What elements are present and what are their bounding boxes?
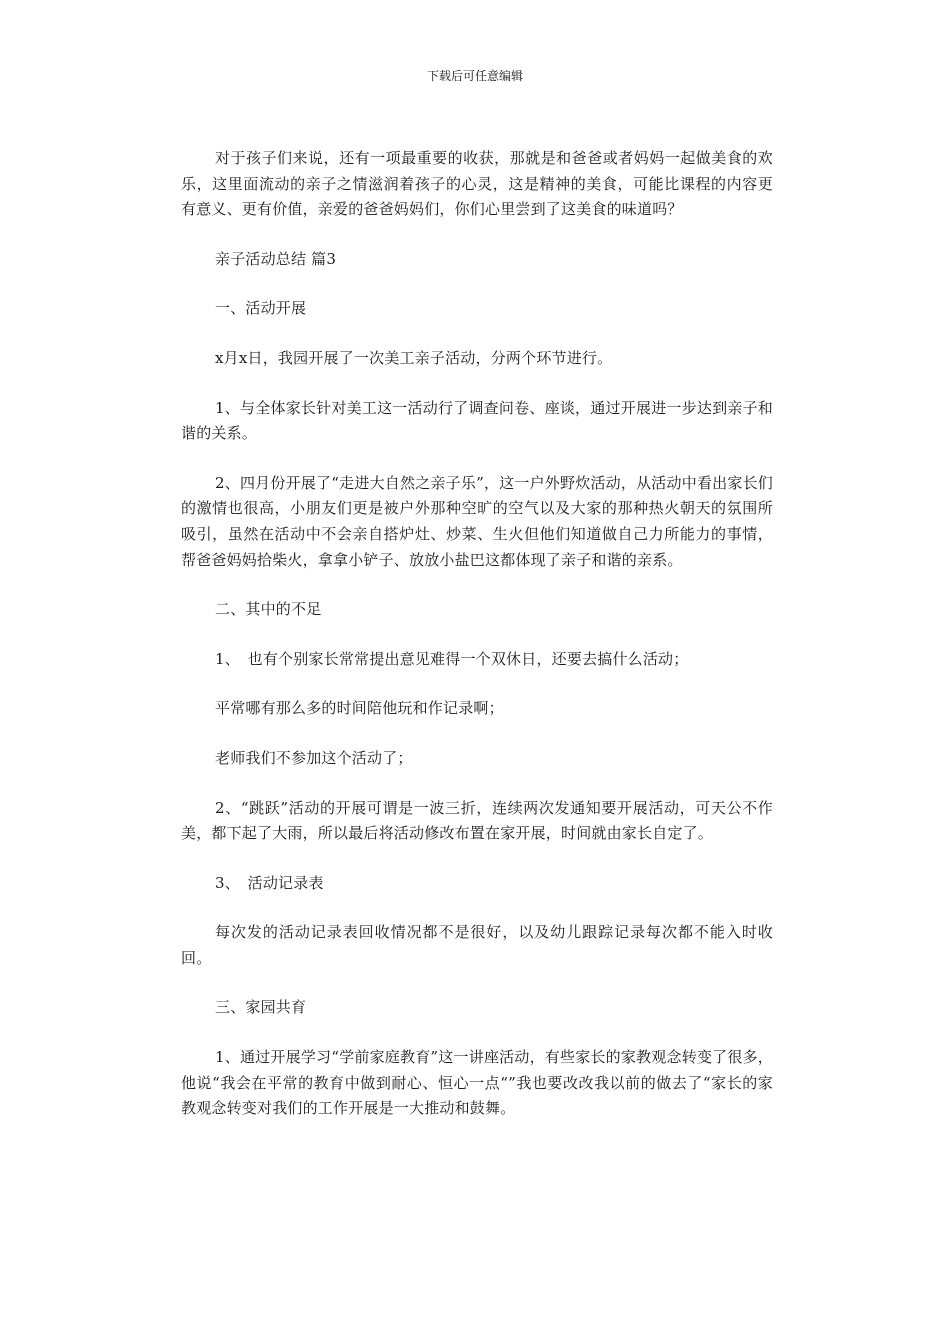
page-header-note: 下载后可任意编辑 <box>426 69 523 83</box>
paragraph-no-time: 平常哪有那么多的时间陪他玩和作记录啊； <box>215 699 504 718</box>
list-item-jumping-activity: 2、“跳跃”活动的开展可谓是一波三折，连续两次发通知要开展活动，可天公不作美，都下起了大雨，所以最后将活动修改布置在家开展，时间就由家长自定了。 <box>181 798 773 843</box>
heading-home-school-education: 三、家园共育 <box>215 998 307 1017</box>
paragraph-art-activity-date: x月x日，我园开展了一次美工亲子活动，分两个环节进行。 <box>215 348 613 367</box>
list-item-activity-record: 3、 活动记录表 <box>215 873 324 892</box>
list-item-survey: 1、与全体家长针对美工这一活动行了调查问卷、座谈，通过开展进一步达到亲子和谐的关系。 <box>181 398 773 443</box>
list-item-parent-complaints: 1、 也有个别家长常常提出意见难得一个双休日，还要去搞什么活动； <box>215 649 689 668</box>
document-body <box>181 146 773 1122</box>
heading-shortcomings: 二、其中的不足 <box>215 600 322 619</box>
heading-activity-development: 一、活动开展 <box>215 299 307 318</box>
list-item-family-education-lecture: 1、通过开展学习“学前家庭教育”这一讲座活动，有些家长的家教观念转变了很多，他说“我会在平常的教育中做到耐心、恒心一点“”我也要改改我以前的做去了“家长的家教观念转变对我们的工作开展是一大推动和鼓舞。 <box>181 1048 773 1118</box>
list-item-outdoor-picnic: 2、四月份开展了“走进大自然之亲子乐”，这一户外野炊活动，从活动中看出家长们的激情也很高，小朋友们更是被户外那种空旷的空气以及大家的那种热火朝天的氛围所吸引，虽然在活动中不会亲自搭炉灶、炒菜、生火但他们知道做自己力所能力的事情，帮爸爸妈妈拾柴火，拿拿小铲子、放放小盐巴这都体现了亲子和谐的亲系。 <box>181 473 773 569</box>
section-title-summary-3: 亲子活动总结 篇3 <box>215 249 337 268</box>
paragraph-parent-child-cooking: 对于孩子们来说，还有一项最重要的收获，那就是和爸爸或者妈妈一起做美食的欢乐，这里面流动的亲子之情滋润着孩子的心灵，这是精神的美食，可能比课程的内容更有意义、更有价值，亲爱的爸爸妈妈们，你们心里尝到了这美食的味道吗？ <box>181 149 773 219</box>
paragraph-record-collection: 每次发的活动记录表回收情况都不是很好，以及幼儿跟踪记录每次都不能入时收回。 <box>181 923 773 967</box>
paragraph-not-participating: 老师我们不参加这个活动了； <box>215 748 413 767</box>
